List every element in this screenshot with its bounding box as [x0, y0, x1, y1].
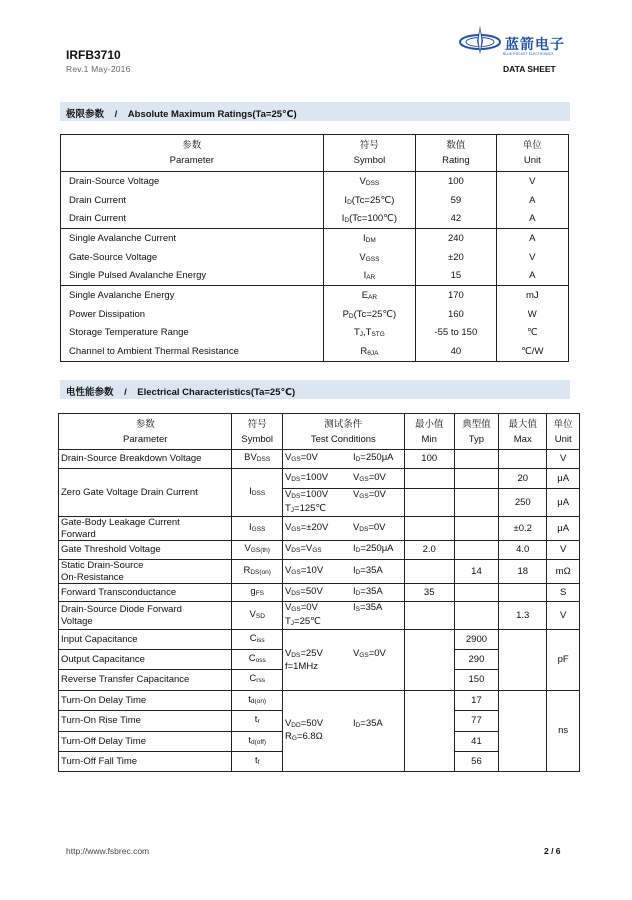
typ-cell: 290 — [454, 650, 498, 670]
symbol-cell: ID(Tc=100℃) — [323, 209, 416, 228]
unit-cell: A — [496, 191, 568, 210]
symbol-cell: VGSS — [323, 248, 416, 267]
param-cell: Reverse Transfer Capacitance — [59, 670, 232, 691]
param-cell: Turn-On Delay Time — [59, 691, 232, 711]
param-cell: Turn-Off Delay Time — [59, 732, 232, 752]
symbol-cell: IAR — [323, 266, 416, 285]
symbol-cell: Coss — [232, 650, 283, 670]
electrical-characteristics-table — [58, 413, 580, 772]
unit-cell: ℃ — [496, 324, 568, 343]
table-row-bvdss — [59, 450, 580, 469]
doc-type: DATA SHEET — [503, 64, 556, 74]
max-cell — [499, 691, 547, 772]
symbol-cell: VSD — [232, 602, 283, 630]
unit-cell: A — [496, 229, 568, 248]
header-symbol: 符号 Symbol — [323, 135, 416, 172]
param-cell: Gate Threshold Voltage — [59, 541, 232, 560]
absolute-max-ratings-table — [60, 134, 569, 362]
max-cell: 4.0 — [499, 541, 547, 560]
symbol-cell: EAR — [323, 286, 416, 305]
typ-cell: 150 — [454, 670, 498, 691]
typ-cell: 17 — [454, 691, 498, 711]
min-cell: 35 — [404, 584, 454, 602]
rating-cell: 160 — [416, 305, 496, 324]
param-cell: Zero Gate Voltage Drain Current — [59, 469, 232, 517]
table-row-tdon — [59, 691, 580, 711]
max-cell: ±0.2 — [499, 517, 547, 541]
min-cell — [404, 517, 454, 541]
symbol-cell: ID(Tc=25℃) — [323, 191, 416, 210]
condition-cell-switching: VDD=50V ID=35A RG=6.8Ω — [282, 691, 404, 772]
rating-cell: 42 — [416, 209, 496, 228]
table-row — [61, 229, 569, 248]
min-cell — [404, 469, 454, 489]
rating-cell: 40 — [416, 342, 496, 361]
max-cell: 1.3 — [499, 602, 547, 630]
table-row — [61, 209, 569, 228]
typ-cell — [454, 541, 498, 560]
unit-cell: S — [547, 584, 580, 602]
param-cell: Single Pulsed Avalanche Energy — [61, 266, 324, 285]
table-row-vth — [59, 541, 580, 560]
header-rating: 数值 Rating — [416, 135, 496, 172]
unit-cell: mJ — [496, 286, 568, 305]
param-cell: Drain Current — [61, 191, 324, 210]
unit-cell: A — [496, 209, 568, 228]
max-cell: 250 — [499, 489, 547, 517]
header-max: 最大值 Max — [499, 414, 547, 450]
unit-cell: A — [496, 266, 568, 285]
section-title-cn: 极限参数 — [66, 109, 105, 120]
param-cell: Drain-Source Breakdown Voltage — [59, 450, 232, 469]
condition-cell: VGS=0V ID=250μA — [282, 450, 404, 469]
min-cell: 100 — [404, 450, 454, 469]
header-unit: 单位 Unit — [547, 414, 580, 450]
typ-cell — [454, 584, 498, 602]
param-cell: Static Drain-Source On-Resistance — [59, 560, 232, 584]
symbol-cell: PD(Tc=25℃) — [323, 305, 416, 324]
min-cell — [404, 691, 454, 772]
param-cell: Turn-Off Fall Time — [59, 752, 232, 772]
header-symbol: 符号 Symbol — [232, 414, 283, 450]
param-cell: Power Dissipation — [61, 305, 324, 324]
table-row-gfs — [59, 584, 580, 602]
max-cell — [499, 584, 547, 602]
table-row — [61, 286, 569, 305]
symbol-cell: gFS — [232, 584, 283, 602]
table-row — [61, 248, 569, 267]
section-title-en: Absolute Maximum Ratings(Ta=25℃) — [127, 109, 297, 120]
condition-cell: VDS=100V VGS=0V — [282, 469, 404, 489]
symbol-cell: td(off) — [232, 732, 283, 752]
table-row-rdson — [59, 560, 580, 584]
min-cell — [404, 602, 454, 630]
header-min: 最小值 Min — [404, 414, 454, 450]
section-title-en: Electrical Characteristics(Ta=25℃) — [137, 387, 296, 398]
header-typ: 典型值 Typ — [454, 414, 498, 450]
unit-cell: V — [547, 450, 580, 469]
param-cell: Gate-Body Leakage Current Forward — [59, 517, 232, 541]
param-cell: Drain Current — [61, 209, 324, 228]
typ-cell — [454, 489, 498, 517]
condition-cell: VGS=0V IS=35A TJ=25℃ — [282, 602, 404, 630]
param-cell: Single Avalanche Current — [61, 229, 324, 248]
revision-date: Rev.1 May-2016 — [66, 64, 131, 74]
unit-cell: μA — [547, 517, 580, 541]
typ-cell: 2900 — [454, 630, 498, 650]
unit-cell: μA — [547, 489, 580, 517]
symbol-cell: Crss — [232, 670, 283, 691]
param-cell: Drain-Source Voltage — [61, 172, 324, 191]
section-separator: / — [114, 109, 118, 120]
condition-cell: VDS=50V ID=35A — [282, 584, 404, 602]
symbol-cell: IGSS — [232, 517, 283, 541]
section-separator: / — [124, 387, 127, 398]
symbol-cell: IDM — [323, 229, 416, 248]
rating-cell: 15 — [416, 266, 496, 285]
symbol-cell: RDS(on) — [232, 560, 283, 584]
symbol-cell: td(on) — [232, 691, 283, 711]
max-cell — [499, 450, 547, 469]
symbol-cell: BVDSS — [232, 450, 283, 469]
condition-cell: VDS=VGS ID=250μA — [282, 541, 404, 560]
section-bar-absolute-max — [60, 102, 570, 121]
section-bar-electrical — [60, 380, 570, 399]
part-number: IRFB3710 — [66, 48, 121, 62]
table-row — [61, 266, 569, 285]
unit-cell: ℃/W — [496, 342, 568, 361]
rating-cell: 240 — [416, 229, 496, 248]
footer-url[interactable]: http://www.fsbrec.com — [66, 846, 150, 856]
condition-cell: VGS=10V ID=35A — [282, 560, 404, 584]
max-cell: 18 — [499, 560, 547, 584]
typ-cell: 77 — [454, 711, 498, 732]
rating-cell: 170 — [416, 286, 496, 305]
logo-text-cn: 蓝箭电子 — [505, 36, 565, 52]
header-parameter: 参数 Parameter — [61, 135, 324, 172]
header-test-conditions: 测试条件 Test Conditions — [282, 414, 404, 450]
symbol-cell: tr — [232, 711, 283, 732]
rating-cell: 100 — [416, 172, 496, 191]
symbol-cell: Ciss — [232, 630, 283, 650]
typ-cell: 56 — [454, 752, 498, 772]
symbol-cell: VGS(th) — [232, 541, 283, 560]
typ-cell: 14 — [454, 560, 498, 584]
param-cell: Storage Temperature Range — [61, 324, 324, 343]
unit-cell: pF — [547, 630, 580, 691]
logo-text-en: BLUE ROCKET ELECTRONICS — [503, 52, 554, 56]
typ-cell — [454, 450, 498, 469]
param-cell: Single Avalanche Energy — [61, 286, 324, 305]
min-cell — [404, 560, 454, 584]
unit-cell: W — [496, 305, 568, 324]
max-cell: 20 — [499, 469, 547, 489]
table-row — [61, 342, 569, 361]
condition-cell-capacitance: VDS=25V VGS=0V f=1MHz — [282, 630, 404, 691]
table-row-ciss — [59, 630, 580, 650]
condition-cell: VGS=±20V VDS=0V — [282, 517, 404, 541]
min-cell — [404, 489, 454, 517]
symbol-cell: IDSS — [232, 469, 283, 517]
unit-cell: mΩ — [547, 560, 580, 584]
param-cell: Gate-Source Voltage — [61, 248, 324, 267]
table-row-igss — [59, 517, 580, 541]
rating-cell: -55 to 150 — [416, 324, 496, 343]
table-row — [61, 191, 569, 210]
unit-cell: V — [547, 602, 580, 630]
typ-cell — [454, 469, 498, 489]
param-cell: Forward Transconductance — [59, 584, 232, 602]
table-header-row — [61, 135, 569, 172]
table-row-idss — [59, 469, 580, 489]
table-header-row — [59, 414, 580, 450]
max-cell — [499, 630, 547, 691]
min-cell — [404, 630, 454, 691]
typ-cell — [454, 517, 498, 541]
symbol-cell: RθJA — [323, 342, 416, 361]
table-row — [61, 324, 569, 343]
header-unit: 单位 Unit — [496, 135, 568, 172]
unit-cell: μA — [547, 469, 580, 489]
min-cell: 2.0 — [404, 541, 454, 560]
table-row — [61, 305, 569, 324]
unit-cell: V — [496, 172, 568, 191]
typ-cell: 41 — [454, 732, 498, 752]
param-cell: Channel to Ambient Thermal Resistance — [61, 342, 324, 361]
rating-cell: ±20 — [416, 248, 496, 267]
unit-cell: ns — [547, 691, 580, 772]
param-cell: Drain-Source Diode Forward Voltage — [59, 602, 232, 630]
param-cell: Input Capacitance — [59, 630, 232, 650]
section-title-cn: 电性能参数 — [66, 387, 114, 398]
unit-cell: V — [496, 248, 568, 267]
condition-cell: VDS=100V VGS=0V TJ=125℃ — [282, 489, 404, 517]
company-logo-icon — [458, 25, 502, 55]
unit-cell: V — [547, 541, 580, 560]
table-row-vsd — [59, 602, 580, 630]
symbol-cell: TJ,TSTG — [323, 324, 416, 343]
typ-cell — [454, 602, 498, 630]
page-number: 2 / 6 — [544, 846, 561, 856]
symbol-cell: tf — [232, 752, 283, 772]
table-row — [61, 172, 569, 191]
param-cell: Output Capacitance — [59, 650, 232, 670]
header-parameter: 参数 Parameter — [59, 414, 232, 450]
param-cell: Turn-On Rise Time — [59, 711, 232, 732]
rating-cell: 59 — [416, 191, 496, 210]
symbol-cell: VDSS — [323, 172, 416, 191]
